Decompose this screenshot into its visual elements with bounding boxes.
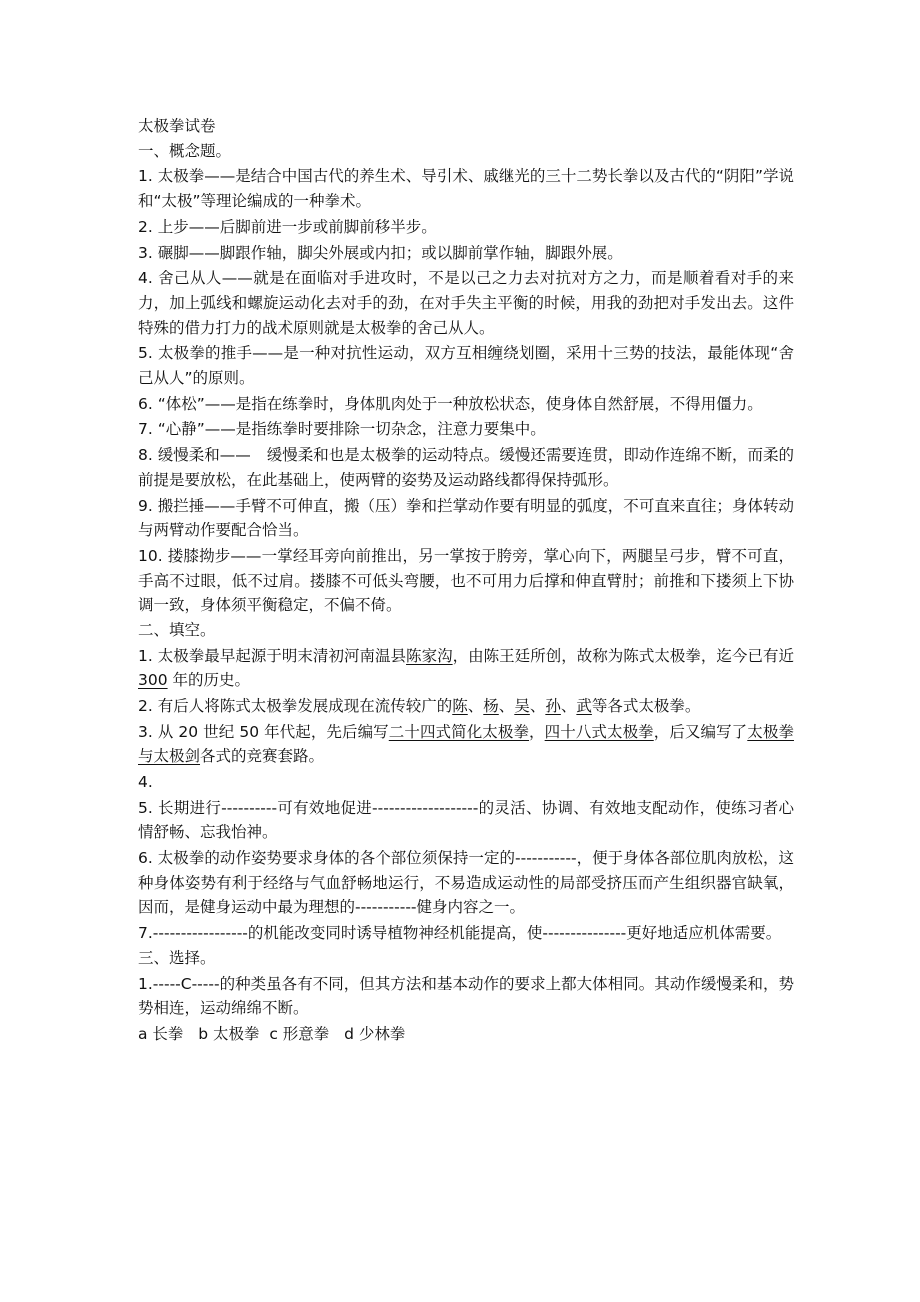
answer-chenjiagou: 陈家沟 <box>406 646 453 665</box>
option-a: a 长拳 <box>138 1024 184 1043</box>
concept-item-8: 8. 缓慢柔和—— 缓慢柔和也是太极拳的运动特点。缓慢还需要连贯，即动作连绵不断，而柔的前提是要放松，在此基础上，使两臂的姿势及运动路线都得保持弧形。 <box>138 446 794 489</box>
exam-document <box>138 114 794 1047</box>
concept-item-5: 5. 太极拳的推手——是一种对抗性运动，双方互相缠绕划圈，采用十三势的技法，最能体现“舍己从人”的原则。 <box>138 344 794 387</box>
option-b: b 太极拳 <box>198 1024 260 1043</box>
fill-question-2: 2. 有后人将陈式太极拳发展成现在流传较广的陈、杨、吴、孙、武等各式太极拳。 <box>138 696 701 715</box>
concept-item-1: 1. 太极拳——是结合中国古代的养生术、导引术、戚继光的三十二势长拳以及古代的“阴阳”学说和“太极”等理论编成的一种拳术。 <box>138 167 794 210</box>
choice-options <box>138 1022 794 1047</box>
answer-style-wu: 吴 <box>514 696 530 715</box>
concept-item-3: 3. 碾脚——脚跟作轴，脚尖外展或内扣；或以脚前掌作轴，脚跟外展。 <box>138 243 623 262</box>
option-c: c 形意拳 <box>269 1024 330 1043</box>
answer-style-yang: 杨 <box>483 696 499 715</box>
concept-item-2: 2. 上步——后脚前进一步或前脚前移半步。 <box>138 217 437 236</box>
fill-question-7: 7.-----------------的机能改变同时诱导植物神经机能提高，使---------------更好地适应机体需要。 <box>138 924 782 943</box>
fill-question-3: 3. 从 20 世纪 50 年代起，先后编写二十四式简化太极拳，四十八式太极拳，后又编写了太极拳与太极剑各式的竞赛套路。 <box>138 722 794 766</box>
answer-style-wu-hao: 武 <box>576 696 592 715</box>
answer-48-form: 四十八式太极拳 <box>544 722 654 741</box>
option-d: d 少林拳 <box>344 1024 406 1043</box>
answer-24-form: 二十四式简化太极拳 <box>388 722 530 741</box>
section-heading-choice: 三、选择。 <box>138 948 216 967</box>
section-heading-fill: 二、填空。 <box>138 620 216 639</box>
answer-style-sun: 孙 <box>545 696 561 715</box>
section-heading-concepts: 一、概念题。 <box>138 141 232 160</box>
concept-item-9: 9. 搬拦捶——手臂不可伸直，搬（压）拳和拦掌动作要有明显的弧度，不可直来直往；身体转动与两臂动作要配合恰当。 <box>138 496 794 540</box>
fill-question-1: 1. 太极拳最早起源于明末清初河南温县陈家沟，由陈王廷所创，故称为陈式太极拳，迄今已有近 300 年的历史。 <box>138 646 794 690</box>
answer-300: 300 <box>138 671 168 690</box>
concept-item-6: 6. “体松”——是指在练拳时，身体肌肉处于一种放松状态，使身体自然舒展，不得用僵力。 <box>138 394 763 413</box>
concept-item-10: 10. 搂膝拗步——一掌经耳旁向前推出，另一掌按于胯旁，掌心向下，两腿呈弓步，臂不可直，手高不过眼，低不过肩。搂膝不可低头弯腰，也不可用力后撑和伸直臂肘；前推和下搂须上下协调一致，身体须平衡稳定，不偏不倚。 <box>138 546 794 615</box>
fill-question-6: 6. 太极拳的动作姿势要求身体的各个部位须保持一定的-----------，便于身体各部位肌肉放松，这种身体姿势有利于经络与气血舒畅地运行，不易造成运动性的局部受挤压而产生组织器官缺氧，因而，是健身运动中最为理想的-----------健身内容之一。 <box>138 849 794 917</box>
fill-question-5: 5. 长期进行----------可有效地促进-------------------的灵活、协调、有效地支配动作，使练习者心情舒畅、忘我怡神。 <box>138 798 794 842</box>
answer-style-chen: 陈 <box>452 696 468 715</box>
answer-quan-jian: 太极拳与太极剑 <box>138 722 794 766</box>
document-title: 太极拳试卷 <box>138 117 216 135</box>
fill-question-4: 4. <box>138 773 153 792</box>
choice-question-1: 1.-----C-----的种类虽各有不同，但其方法和基本动作的要求上都大体相同。其动作缓慢柔和，势势相连，运动绵绵不断。 <box>138 974 794 1018</box>
concept-item-4: 4. 舍己从人——就是在面临对手进攻时，不是以己之力去对抗对方之力，而是顺着看对手的来力，加上弧线和螺旋运动化去对手的劲，在对手失主平衡的时候，用我的劲把对手发出去。这件特殊的借力打力的战术原则就是太极拳的舍己从人。 <box>138 269 794 337</box>
concept-item-7: 7. “心静”——是指练拳时要排除一切杂念，注意力要集中。 <box>138 420 546 439</box>
